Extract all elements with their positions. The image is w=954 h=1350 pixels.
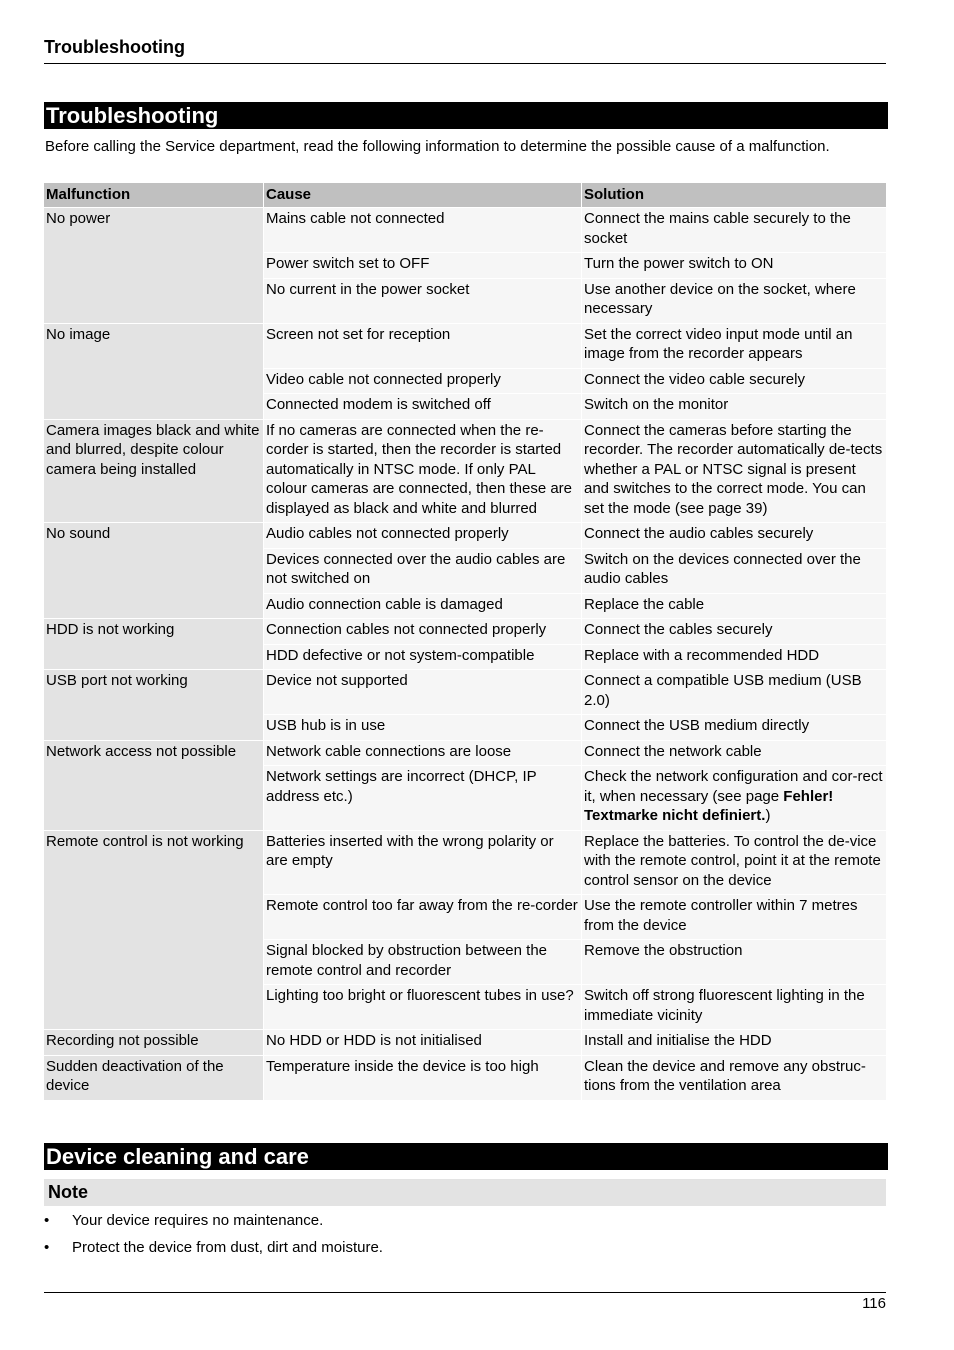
cause-cell: Mains cable not connected xyxy=(263,208,581,253)
cause-cell: Screen not set for reception xyxy=(263,324,581,369)
cause-cell: Batteries inserted with the wrong polarity or are empty xyxy=(263,831,581,896)
table-row xyxy=(44,420,886,524)
cross-reference: Fehler! Textmarke nicht definiert. xyxy=(584,787,834,824)
solution-cell: Connect the cameras before starting the recorder. The recorder automatically de-tects whether a PAL or NTSC signal is present and switches to the correct mode. You can set the mode (see page 39) xyxy=(581,420,886,524)
malfunction-cell: USB port not working xyxy=(44,670,263,741)
troubleshooting-table xyxy=(44,183,886,1101)
cause-cell: Audio cables not connected properly xyxy=(263,523,581,549)
solution-cell: Clean the device and remove any obstruc-tions from the ventilation area xyxy=(581,1056,886,1101)
table-row xyxy=(44,619,886,645)
intro-paragraph: Before calling the Service department, read the following information to determine the possible cause of a malfunction. xyxy=(45,138,830,155)
solution-cell: Connect the cables securely xyxy=(581,619,886,645)
running-header-title: Troubleshooting xyxy=(44,37,185,57)
cause-cell: Connected modem is switched off xyxy=(263,394,581,420)
malfunction-cell: HDD is not working xyxy=(44,619,263,670)
cause-cell: If no cameras are connected when the re-corder is started, then the recorder is started automatically in NTSC mode. If only PAL colour cameras are connected, then these are displayed as black and white and blurred xyxy=(263,420,581,524)
malfunction-cell: No sound xyxy=(44,523,263,619)
solution-cell: Replace the cable xyxy=(581,594,886,620)
malfunction-cell: Network access not possible xyxy=(44,741,263,831)
solution-cell: Connect the mains cable securely to the socket xyxy=(581,208,886,253)
cause-cell: No HDD or HDD is not initialised xyxy=(263,1030,581,1056)
column-header-cause: Cause xyxy=(263,183,581,208)
solution-text-end: ) xyxy=(765,807,771,824)
malfunction-cell: Sudden deactivation of the device xyxy=(44,1056,263,1101)
table-body xyxy=(44,208,886,1101)
solution-text: Check the network configuration and cor-rect it, when necessary (see page xyxy=(584,768,883,805)
cause-cell: Temperature inside the device is too high xyxy=(263,1056,581,1101)
table-row xyxy=(44,208,886,253)
column-header-malfunction: Malfunction xyxy=(44,183,263,208)
list-item-text: Your device requires no maintenance. xyxy=(72,1212,324,1229)
bullet-glyph: • xyxy=(44,1239,50,1256)
solution-cell: Use the remote controller within 7 metres from the device xyxy=(581,895,886,940)
cause-cell: Connection cables not connected properly xyxy=(263,619,581,645)
section-heading-device-cleaning: Device cleaning and care xyxy=(44,1143,888,1170)
cause-cell: No current in the power socket xyxy=(263,279,581,324)
note-list xyxy=(44,1211,383,1265)
solution-cell: Switch off strong fluorescent lighting in the immediate vicinity xyxy=(581,985,886,1030)
solution-cell: Replace with a recommended HDD xyxy=(581,645,886,671)
table-row xyxy=(44,670,886,715)
malfunction-cell: No power xyxy=(44,208,263,324)
solution-cell: Switch on the devices connected over the audio cables xyxy=(581,549,886,594)
table-header-row xyxy=(44,183,886,208)
solution-cell: Connect the USB medium directly xyxy=(581,715,886,741)
solution-cell: Remove the obstruction xyxy=(581,940,886,985)
table-row xyxy=(44,1056,886,1101)
table-row xyxy=(44,1030,886,1056)
cause-cell: Signal blocked by obstruction between the remote control and recorder xyxy=(263,940,581,985)
list-item xyxy=(44,1211,383,1238)
cause-cell: Device not supported xyxy=(263,670,581,715)
cause-cell: Video cable not connected properly xyxy=(263,369,581,395)
list-item xyxy=(44,1238,383,1265)
table-row xyxy=(44,324,886,369)
section-heading-troubleshooting: Troubleshooting xyxy=(44,102,888,129)
solution-cell: Connect the audio cables securely xyxy=(581,523,886,549)
solution-cell: Replace the batteries. To control the de-vice with the remote control, point it at the remote control sensor on the device xyxy=(581,831,886,896)
solution-cell: Install and initialise the HDD xyxy=(581,1030,886,1056)
cause-cell: Remote control too far away from the re-corder xyxy=(263,895,581,940)
cause-cell: Lighting too bright or fluorescent tubes in use? xyxy=(263,985,581,1030)
malfunction-cell: Remote control is not working xyxy=(44,831,263,1031)
bullet-glyph: • xyxy=(44,1212,50,1229)
cause-cell: Audio connection cable is damaged xyxy=(263,594,581,620)
column-header-solution: Solution xyxy=(581,183,886,208)
solution-cell: Connect the network cable xyxy=(581,741,886,767)
cause-cell: Network settings are incorrect (DHCP, IP address etc.) xyxy=(263,766,581,831)
cause-cell: Devices connected over the audio cables are not switched on xyxy=(263,549,581,594)
cause-cell: USB hub is in use xyxy=(263,715,581,741)
malfunction-cell: Camera images black and white and blurred, despite colour camera being installed xyxy=(44,420,263,524)
solution-cell: Connect a compatible USB medium (USB 2.0) xyxy=(581,670,886,715)
table-row xyxy=(44,741,886,767)
solution-cell: Set the correct video input mode until an image from the recorder appears xyxy=(581,324,886,369)
running-header xyxy=(44,37,886,64)
cause-cell: Power switch set to OFF xyxy=(263,253,581,279)
solution-cell: Switch on the monitor xyxy=(581,394,886,420)
solution-cell: Connect the video cable securely xyxy=(581,369,886,395)
solution-cell: Use another device on the socket, where necessary xyxy=(581,279,886,324)
table-row xyxy=(44,523,886,549)
malfunction-cell: Recording not possible xyxy=(44,1030,263,1056)
list-item-text: Protect the device from dust, dirt and moisture. xyxy=(72,1239,383,1256)
page-number: 116 xyxy=(862,1295,886,1312)
malfunction-cell: No image xyxy=(44,324,263,420)
solution-cell: Turn the power switch to ON xyxy=(581,253,886,279)
cause-cell: Network cable connections are loose xyxy=(263,741,581,767)
note-heading: Note xyxy=(44,1179,886,1206)
cause-cell: HDD defective or not system-compatible xyxy=(263,645,581,671)
solution-cell xyxy=(581,766,886,831)
table-row xyxy=(44,831,886,896)
footer-rule xyxy=(44,1292,886,1293)
